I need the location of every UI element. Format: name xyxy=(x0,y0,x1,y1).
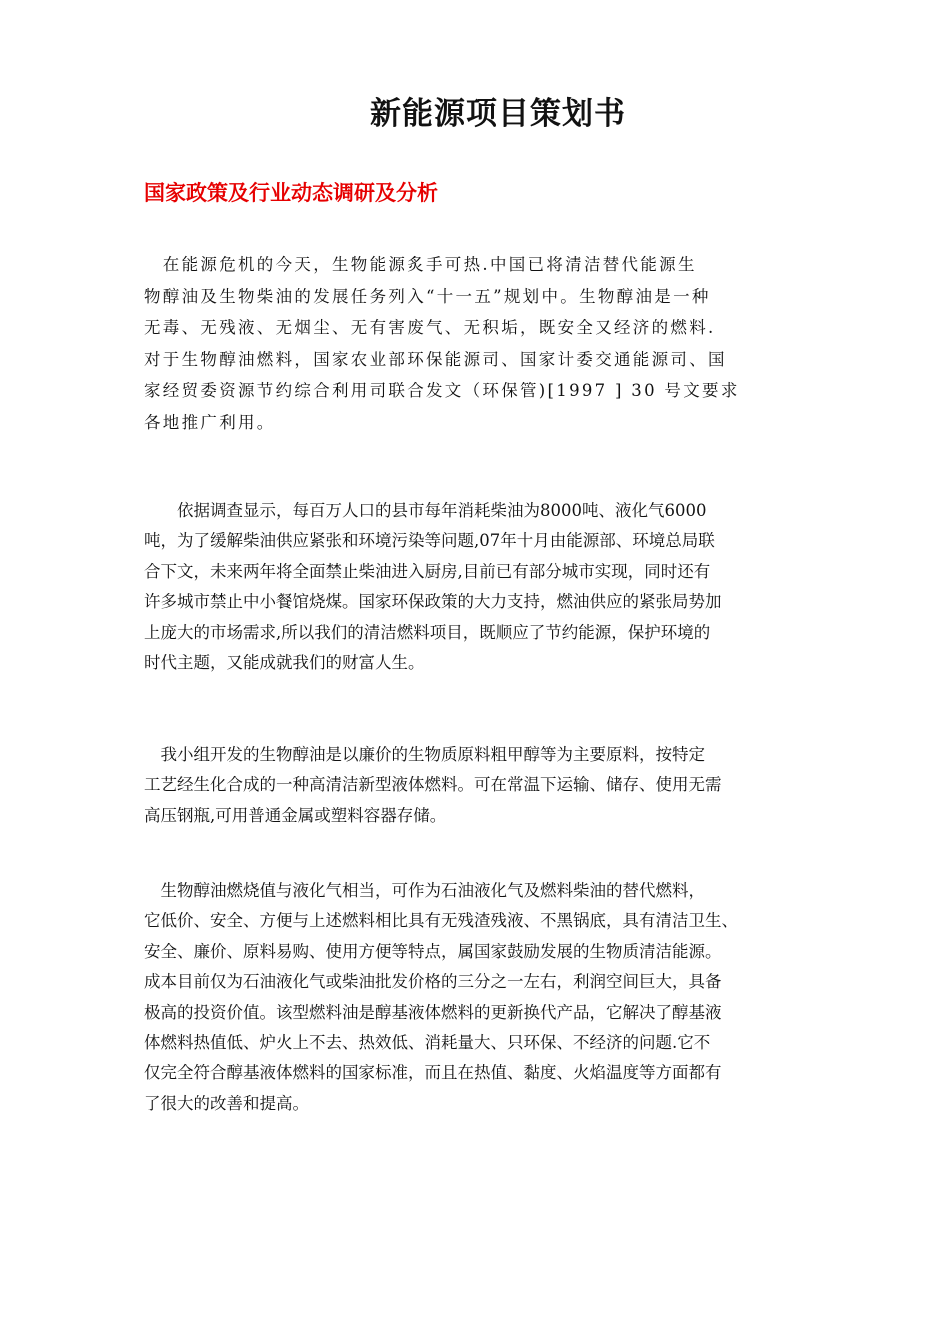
paragraph-line: 仅完全符合醇基液体燃料的国家标准，而且在热值、黏度、火焰温度等方面都有 xyxy=(144,1063,722,1083)
paragraph-line: 成本目前仅为石油液化气或柴油批发价格的三分之一左右，利润空间巨大，具备 xyxy=(144,972,722,992)
paragraph-4 xyxy=(144,876,806,1119)
document-title: 新能源项目策划书 xyxy=(370,96,626,132)
paragraph-line: 极高的投资价值。该型燃料油是醇基液体燃料的更新换代产品，它解决了醇基液 xyxy=(144,1002,722,1022)
paragraph-3 xyxy=(144,740,806,831)
section-heading: 国家政策及行业动态调研及分析 xyxy=(144,181,438,205)
paragraph-line: 物醇油及生物柴油的发展任务列入“十一五”规划中。生物醇油是一种 xyxy=(144,286,711,306)
paragraph-line: 时代主题，又能成就我们的财富人生。 xyxy=(144,653,425,673)
paragraph-line: 安全、廉价、原料易购、使用方便等特点，属国家鼓励发展的生物质清洁能源。 xyxy=(144,941,722,961)
paragraph-line: 无毒、无残液、无烟尘、无有害废气、无积垢，既安全又经济的燃料. xyxy=(144,318,716,338)
paragraph-line: 体燃料热值低、炉火上不去、热效低、消耗量大、只环保、不经济的问题.它不 xyxy=(144,1033,711,1053)
paragraph-line: 高压钢瓶,可用普通金属或塑料容器存储。 xyxy=(144,805,447,825)
paragraph-line: 许多城市禁止中小餐馆烧煤。国家环保政策的大力支持，燃油供应的紧张局势加 xyxy=(144,592,722,612)
paragraph-line: 合下文，未来两年将全面禁止柴油进入厨房,目前已有部分城市实现，同时还有 xyxy=(144,561,711,581)
paragraph-line: 在能源危机的今天，生物能源炙手可热.中国已将清洁替代能源生 xyxy=(144,255,697,274)
paragraph-line: 依据调查显示，每百万人口的县市每年消耗柴油为8000吨、液化气6000 xyxy=(144,501,707,520)
paragraph-line: 对于生物醇油燃料，国家农业部环保能源司、国家计委交通能源司、国 xyxy=(144,349,727,369)
paragraph-line: 上庞大的市场需求,所以我们的清洁燃料项目，既顺应了节约能源，保护环境的 xyxy=(144,622,711,642)
paragraph-line: 生物醇油燃烧值与液化气相当，可作为石油液化气及燃料柴油的替代燃料， xyxy=(144,881,705,900)
paragraph-line: 家经贸委资源节约综合利用司联合发文（环保管)[1997 ] 30 号文要求 xyxy=(144,381,740,401)
paragraph-line: 工艺经生化合成的一种高清洁新型液体燃料。可在常温下运输、储存、使用无需 xyxy=(144,775,722,795)
paragraph-line: 各地推广利用。 xyxy=(144,412,276,432)
paragraph-2 xyxy=(144,496,806,678)
paragraph-line: 我小组开发的生物醇油是以廉价的生物质原料粗甲醇等为主要原料，按特定 xyxy=(144,745,705,764)
paragraph-line: 它低价、安全、方便与上述燃料相比具有无残渣残液、不黑锅底，具有清洁卫生、 xyxy=(144,911,738,931)
paragraph-1 xyxy=(144,249,806,439)
paragraph-line: 了很大的改善和提高。 xyxy=(144,1093,309,1113)
paragraph-line: 吨，为了缓解柴油供应紧张和环境污染等问题,07年十月由能源部、环境总局联 xyxy=(144,531,715,551)
